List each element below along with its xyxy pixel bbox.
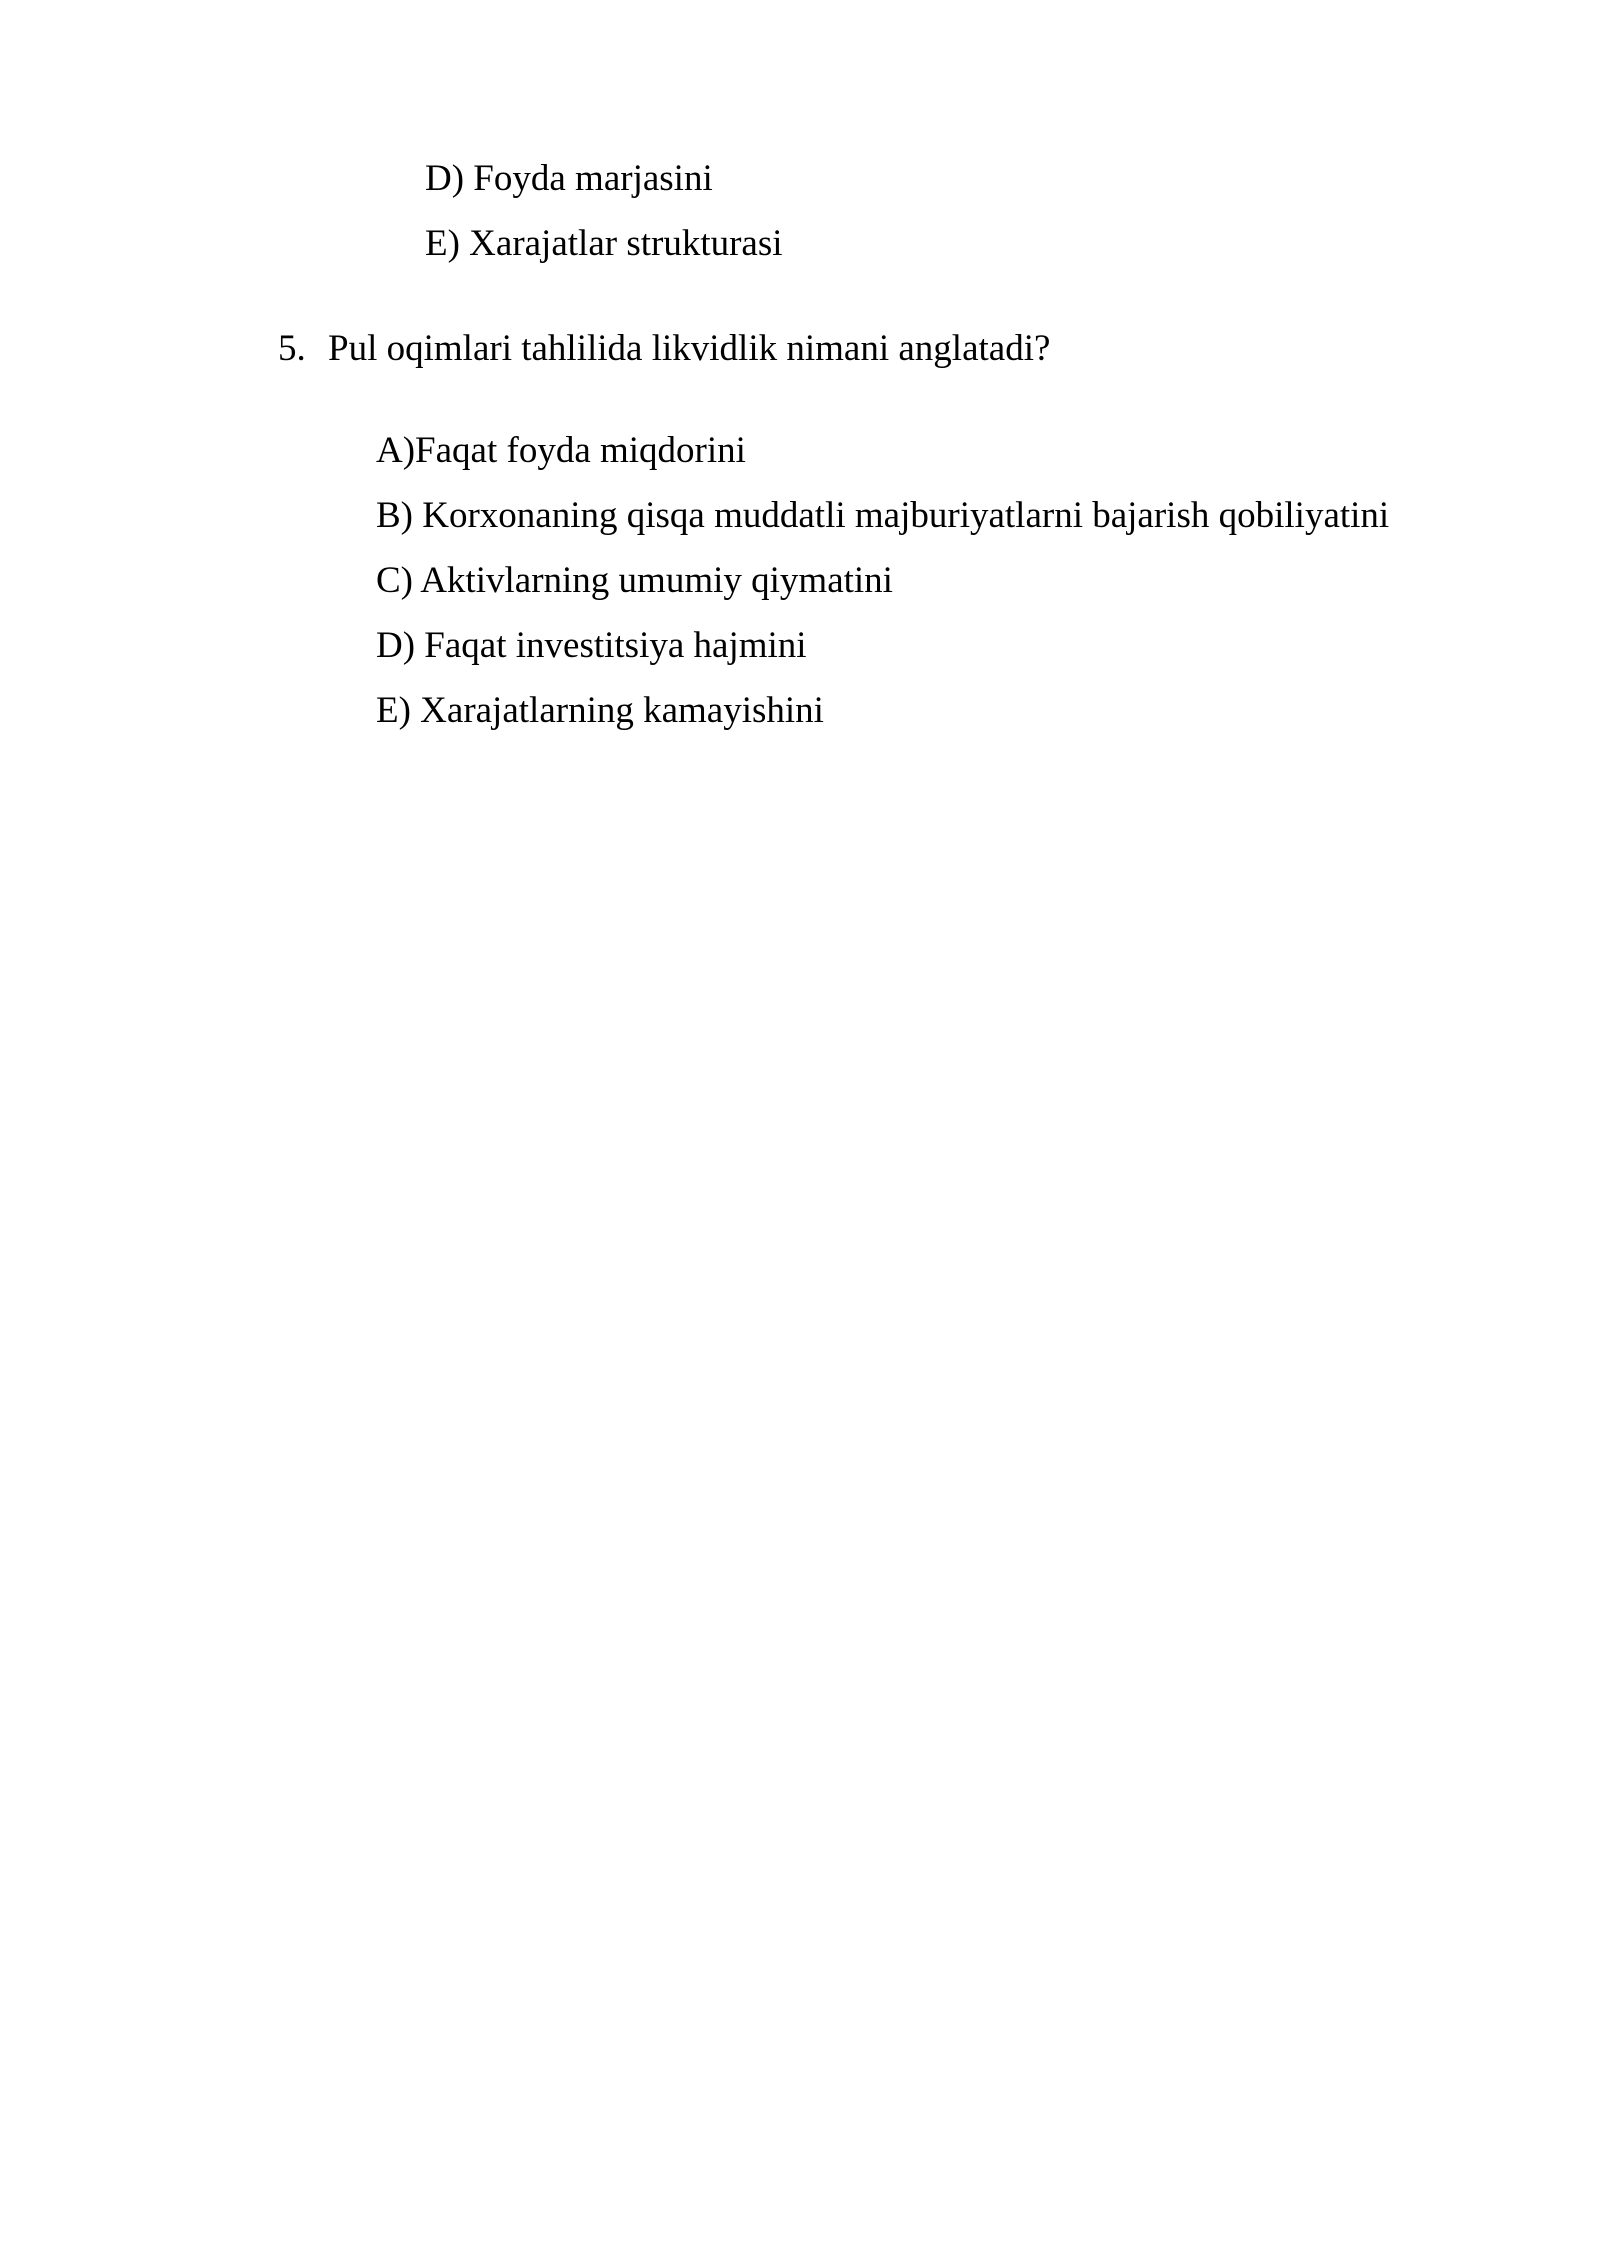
previous-option-e: E) Xarajatlar strukturasi bbox=[425, 223, 783, 264]
question-text: Pul oqimlari tahlilida likvidlik nimani anglatadi? bbox=[328, 328, 1051, 369]
answer-option-a: A)Faqat foyda miqdorini bbox=[376, 430, 746, 471]
answer-option-b: B) Korxonaning qisqa muddatli majburiyatlarni bajarish qobiliyatini bbox=[376, 495, 1390, 536]
answer-option-e: E) Xarajatlarning kamayishini bbox=[376, 690, 824, 731]
previous-option-d: D) Foyda marjasini bbox=[425, 158, 713, 199]
answer-option-c: C) Aktivlarning umumiy qiymatini bbox=[376, 560, 893, 601]
question-number: 5. bbox=[278, 328, 306, 369]
answer-option-d: D) Faqat investitsiya hajmini bbox=[376, 625, 807, 666]
